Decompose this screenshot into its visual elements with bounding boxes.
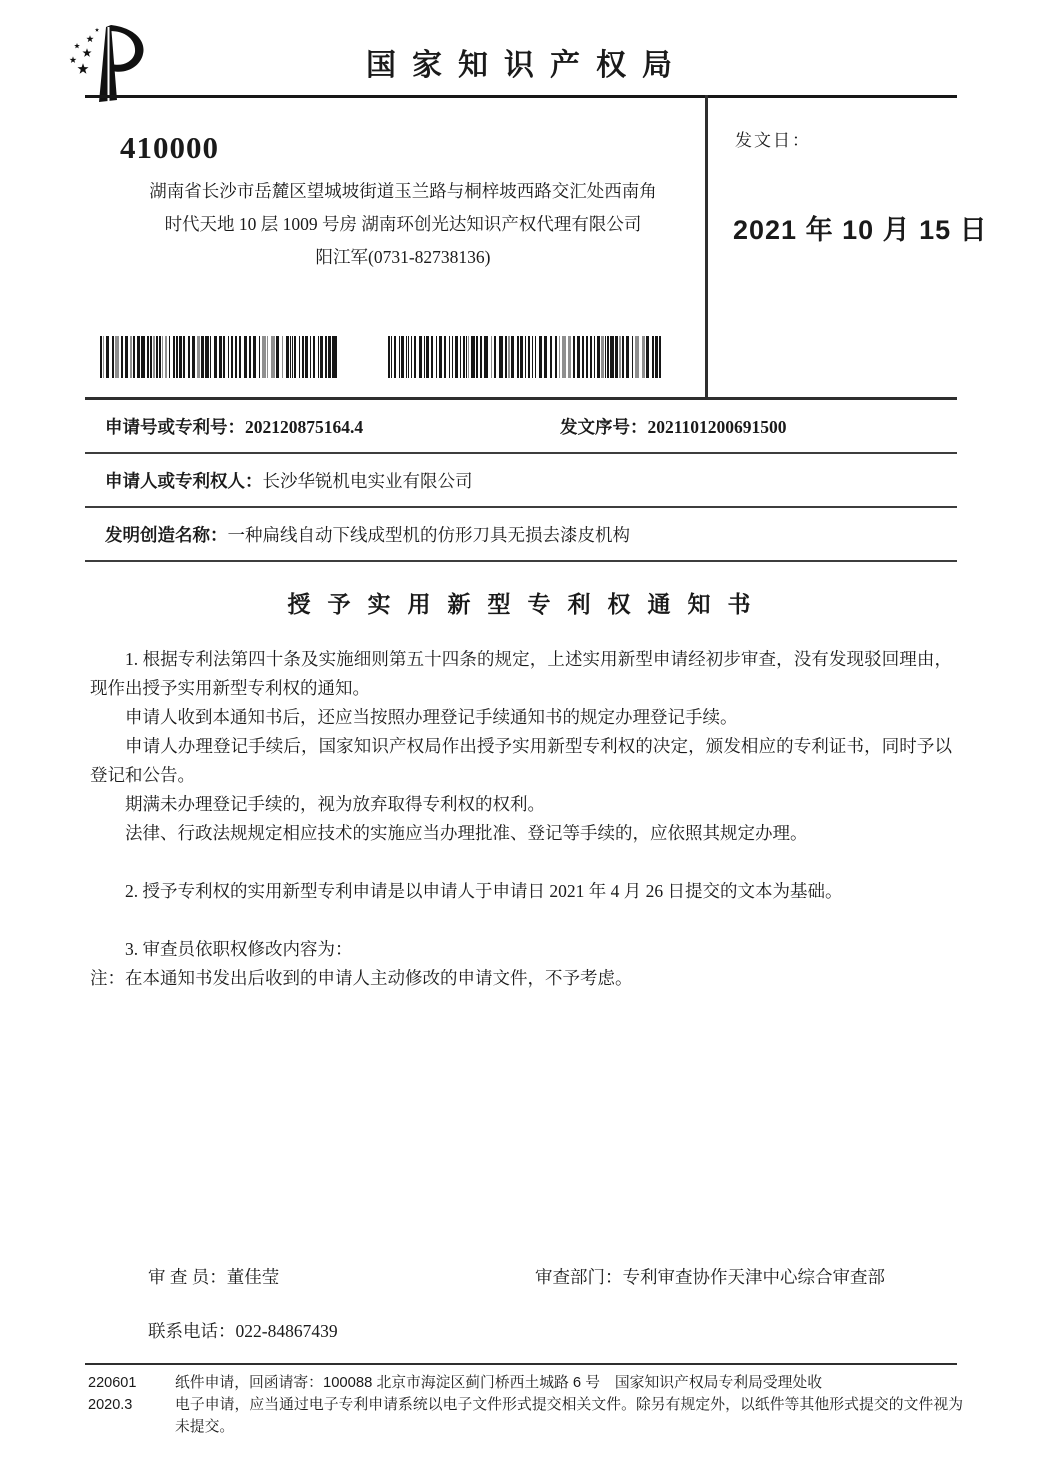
serial-number-label: 发文序号： (560, 417, 648, 437)
examiner-label: 审 查 员： (148, 1267, 227, 1287)
serial-number-field (560, 414, 787, 439)
paragraph: 2. 授予专利权的实用新型专利申请是以申请人于申请日 2021 年 4 月 26 日提交的文本为基础。 (125, 881, 843, 901)
examiner-name: 董佳莹 (226, 1267, 280, 1287)
contact-line: 阳江军(0731-82738136) (315, 247, 491, 267)
address-line-2: 时代天地 10 层 1009 号房 湖南环创光达知识产权代理有限公司 (164, 214, 642, 234)
agency-title: 国家知识产权局 (366, 49, 688, 82)
invention-name-field (105, 522, 630, 547)
applicant-value: 长沙华锐机电实业有限公司 (262, 471, 473, 491)
footer-line-paper: 纸件申请，回函请寄：100088 北京市海淀区蓟门桥西土城路 6 号 国家知识产权局专利局受理处收 (175, 1375, 823, 1391)
footer-instructions (175, 1372, 963, 1438)
footer-rule (85, 1363, 957, 1365)
paragraph: 申请人办理登记手续后，国家知识产权局作出授予实用新型专利权的决定，颁发相应的专利证书，同时予以登记和公告。 (90, 736, 952, 785)
paragraph: 3. 审查员依职权修改内容为： (125, 939, 353, 959)
paragraph: 申请人收到本通知书后，还应当按照办理登记手续通知书的规定办理登记手续。 (125, 707, 738, 727)
serial-number-value: 2021101200691500 (647, 417, 787, 437)
header-rule (85, 95, 957, 98)
invention-name-value: 一种扁线自动下线成型机的仿形刀具无损去漆皮机构 (227, 525, 630, 545)
dispatch-date-label: 发文日： (735, 131, 811, 150)
department-field (535, 1264, 885, 1289)
applicant-label: 申请人或专利权人： (105, 471, 263, 491)
postal-code: 410000 (120, 130, 219, 165)
applicant-field (105, 468, 473, 493)
address-line-1: 湖南省长沙市岳麓区望城坡街道玉兰路与桐梓坡西路交汇处西南角 (149, 181, 657, 201)
note-paragraph: 注：在本通知书发出后收到的申请人主动修改的申请文件，不予考虑。 (90, 968, 633, 988)
paragraph: 1. 根据专利法第四十条及实施细则第五十四条的规定，上述实用新型申请经初步审查，没有发现驳回理由，现作出授予实用新型专利权的通知。 (90, 649, 952, 698)
paragraph: 法律、行政法规规定相应技术的实施应当办理批准、登记等手续的，应依照其规定办理。 (125, 823, 808, 843)
notice-title: 授予实用新型专利权通知书 (287, 591, 768, 617)
phone-value: 022-84867439 (235, 1321, 338, 1341)
footer-form-codes (88, 1372, 136, 1416)
department-value: 专利审查协作天津中心综合审查部 (622, 1267, 885, 1287)
form-code: 220601 (88, 1375, 137, 1391)
application-number-field (105, 414, 363, 439)
application-number-label: 申请号或专利号： (105, 417, 245, 437)
barcode-left-icon (100, 336, 337, 378)
paragraph: 期满未办理登记手续的，视为放弃取得专利权的权利。 (125, 794, 545, 814)
recipient-block (100, 130, 706, 274)
form-version: 2020.3 (88, 1397, 133, 1413)
dispatch-date-value: 2021 年 10 月 15 日 (733, 215, 988, 245)
divider-3 (85, 560, 957, 562)
application-number-value: 202120875164.4 (245, 417, 364, 437)
divider-1 (85, 452, 957, 454)
department-label: 审查部门： (535, 1267, 623, 1287)
phone-field (148, 1318, 338, 1343)
footer-line-electronic: 电子申请，应当通过电子专利申请系统以电子文件形式提交相关文件。除另有规定外，以纸件等其他形式提交的文件视为未提交。 (175, 1397, 963, 1435)
notice-body (90, 645, 952, 993)
invention-name-label: 发明创造名称： (105, 525, 228, 545)
barcode-right-icon (388, 336, 661, 378)
divider-2 (85, 506, 957, 508)
phone-label: 联系电话： (148, 1321, 236, 1341)
divider-under-barcode (85, 397, 957, 400)
examiner-field (148, 1264, 279, 1289)
